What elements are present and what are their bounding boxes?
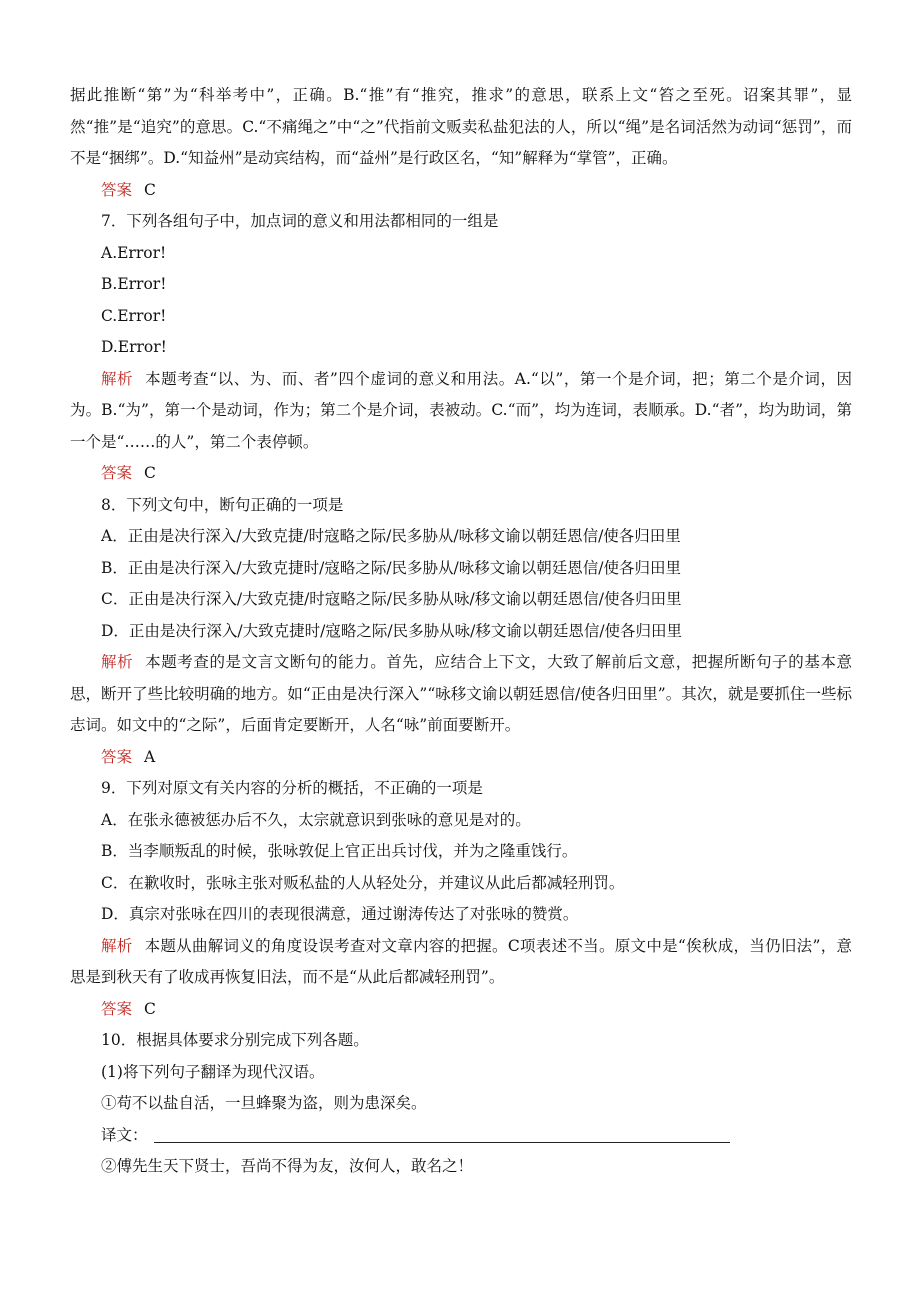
answer-value: C <box>144 180 156 199</box>
answer-blank-line[interactable] <box>154 1124 730 1143</box>
q10-stem: 10．根据具体要求分别完成下列各题。 <box>101 1031 369 1049</box>
q7-option-d: D.Error! <box>101 338 167 356</box>
q9-analysis <box>70 931 852 994</box>
answer-label: 答案 <box>101 180 133 199</box>
q7-stem: 7．下列各组句子中，加点词的意义和用法都相同的一组是 <box>101 212 499 230</box>
q8-option-c: C．正由是决行深入/大致克捷/时寇略之际/民多胁从咏/移文谕以朝廷恩信/使各归田里 <box>101 590 682 608</box>
analysis-label: 解析 <box>101 369 134 388</box>
q8-stem: 8．下列文句中，断句正确的一项是 <box>101 495 344 514</box>
q8-option-d: D．正由是决行深入/大致克捷时/寇略之际/民多胁从咏/移文谕以朝廷恩信/使各归田里 <box>101 621 683 640</box>
q10-translation-line <box>70 1120 852 1152</box>
analysis-label: 解析 <box>101 936 133 955</box>
q8-option-a: A．正由是决行深入/大致克捷/时寇略之际/民多胁从/咏移文谕以朝廷恩信/使各归田里 <box>101 527 681 545</box>
q7-option-c: C.Error! <box>101 306 167 325</box>
q7-analysis <box>70 364 852 459</box>
q10-sentence-2: ②傅先生天下贤士，吾尚不得为友，汝何人，敢名之！ <box>101 1157 474 1175</box>
q9-option-a: A．在张永德被惩办后不久，太宗就意识到张咏的意见是对的。 <box>101 810 531 829</box>
q9-option-b: B．当李顺叛乱的时候，张咏敦促上官正出兵讨伐，并为之隆重饯行。 <box>101 842 578 860</box>
q9-option-d: D．真宗对张咏在四川的表现很满意，通过谢涛传达了对张咏的赞赏。 <box>101 905 579 923</box>
answer-label: 答案 <box>101 464 133 482</box>
analysis-text: 本题考查“以、为、而、者”四个虚词的意义和用法。A.“以”，第一个是介词，把；第二个是介词，因为。B.“为”，第一个是动词，作为；第二个是介词，表被动。C.“而”，均为连词，表顺承。D.“者”，均为助词，第一个是“……的人”，第二个表停顿。 <box>70 369 852 451</box>
answer-label: 答案 <box>101 999 133 1018</box>
analysis-text: 本题考查的是文言文断句的能力。首先，应结合上下文，大致了解前后文意，把握所断句子的基本意思，断开了些比较明确的地方。如“正由是决行深入”“咏移文谕以朝廷恩信/使各归田里”。其次，就是要抓住一些标志词。如文中的“之际”，后面肯定要断开，人名“咏”前面要断开。 <box>70 653 852 734</box>
q7-option-b: B.Error! <box>101 275 167 293</box>
q10-sentence-1: ①苟不以盐自活，一旦蜂聚为盗，则为患深矣。 <box>101 1094 427 1112</box>
translation-label: 译文： <box>101 1125 148 1144</box>
q10-subquestion-1: (1)将下列句子翻译为现代汉语。 <box>101 1062 325 1081</box>
q8-analysis <box>70 647 852 742</box>
answer-value: C <box>144 464 156 482</box>
answer-label: 答案 <box>101 747 133 766</box>
q7-option-a: A.Error! <box>101 243 167 262</box>
answer-value: A <box>144 747 156 766</box>
analysis-label: 解析 <box>101 653 134 671</box>
q6-analysis-continuation: 据此推断“第”为“科举考中”，正确。B.“推”有“推究，推求”的意思，联系上文“笞之至死。诏案其罪”，显然“推”是“追究”的意思。C.“不痛绳之”中“之”代指前文贩卖私盐犯法的人，所以“绳”是名词活然为动词“惩罚”，而不是“捆绑”。D.“知益州”是动宾结构，而“益州”是行政区名，“知”解释为“掌管”，正确。 <box>70 86 852 167</box>
q7-answer <box>70 458 852 490</box>
q8-option-b: B．正由是决行深入/大致克捷时/寇略之际/民多胁从/咏移文谕以朝廷恩信/使各归田里 <box>101 558 682 577</box>
analysis-text: 本题从曲解词义的角度设误考查对文章内容的把握。C项表述不当。原文中是“俟秋成，当仍旧法”，意思是到秋天有了收成再恢复旧法，而不是“从此后都减轻刑罚”。 <box>70 936 852 986</box>
q9-stem: 9．下列对原文有关内容的分析的概括，不正确的一项是 <box>101 779 483 797</box>
q9-option-c: C．在歉收时，张咏主张对贩私盐的人从轻处分，并建议从此后都减轻刑罚。 <box>101 873 625 892</box>
answer-value: C <box>144 999 156 1018</box>
q6-answer <box>70 175 852 207</box>
q9-answer <box>70 994 852 1026</box>
q8-answer <box>70 742 852 774</box>
